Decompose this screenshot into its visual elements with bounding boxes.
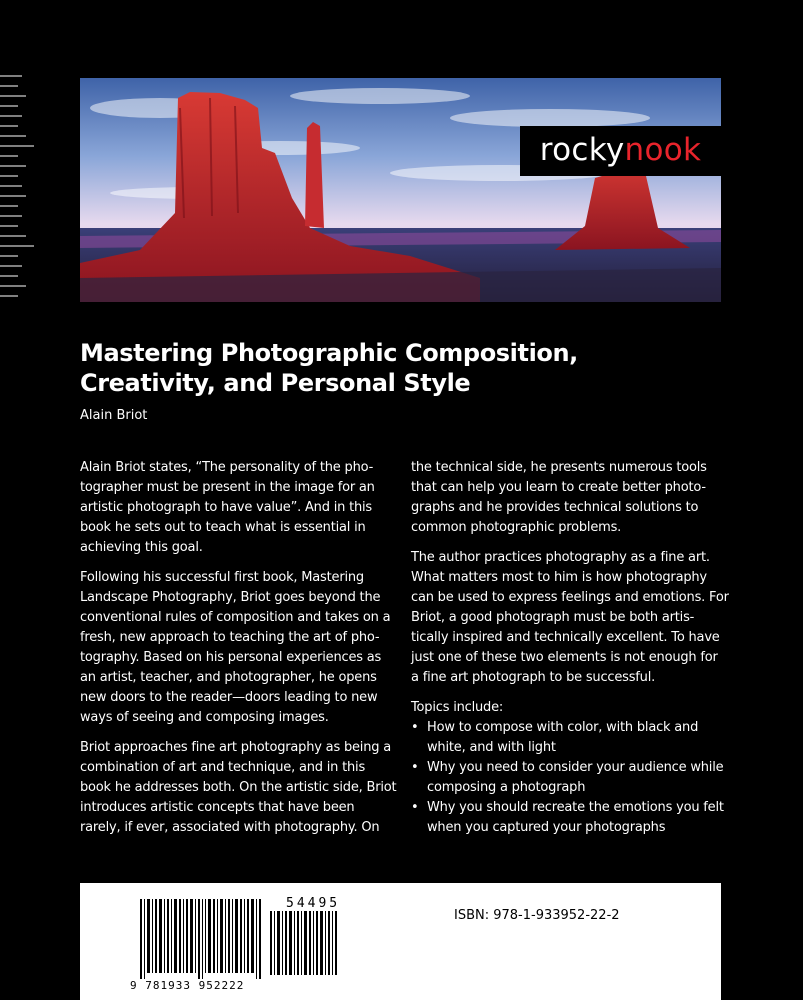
trim-ruler-marks <box>0 72 40 312</box>
description-paragraph: the technical side, he presents numerous tools that can help you learn to create better photo-graphs and he provides technical solutions to common photographic problems. <box>411 460 707 535</box>
description-paragraph: Alain Briot states, “The personality of the pho-tographer must be present in the image for an artistic photograph to have value”. And in this book he sets out to teach what is essential in achieving this goal. <box>80 460 375 555</box>
topic-item: • How to compose with color, with black and white, and with light <box>411 718 729 758</box>
description-column-left <box>80 458 398 848</box>
barcode-digits: 9 781933 952222 <box>130 979 245 992</box>
description-paragraph: The author practices photography as a fine art. What matters most to him is how photography can be used to express feelings and emotions. For Briot, a good photograph must be both artis-tically inspired and technically excellent. To have just one of these two elements is not enough for a fine art photograph to be successful. <box>411 550 729 685</box>
publisher-logo-part-a: rocky <box>539 131 625 168</box>
description-paragraph: Following his successful first book, Mastering Landscape Photography, Briot goes beyond the conventional rules of composition and takes on a fresh, new approach to teaching the art of pho-tography. Based on his personal experiences as an artist, teacher, and photographer, he opens new doors to the reader—doors leading to new ways of seeing and composing images. <box>80 570 391 725</box>
book-title-line-2: Creativity, and Personal Style <box>80 369 471 397</box>
topic-item: • Why you need to consider your audience while composing a photograph <box>411 758 729 798</box>
isbn-label: ISBN: 978-1-933952-22-2 <box>454 908 620 923</box>
cover-photo-monument-valley <box>80 78 721 302</box>
publisher-logo-part-b: nook <box>624 131 702 168</box>
topics-list <box>411 718 729 838</box>
book-title-line-1: Mastering Photographic Composition, <box>80 339 578 367</box>
description-column-right <box>411 458 729 838</box>
price-code: 54495 <box>286 896 341 911</box>
barcode-panel <box>80 883 721 1000</box>
publisher-logo <box>520 126 721 176</box>
book-author: Alain Briot <box>80 408 148 423</box>
topic-item: • Why you should recreate the emotions you felt when you captured your photographs <box>411 798 729 838</box>
description-paragraph: Briot approaches fine art photography as being a combination of art and technique, and in this book he addresses both. On the artistic side, Briot introduces artistic concepts that have been rarely, if ever, associated with photography. On <box>80 740 397 835</box>
topics-heading: Topics include: <box>411 700 504 715</box>
book-title <box>80 338 730 398</box>
